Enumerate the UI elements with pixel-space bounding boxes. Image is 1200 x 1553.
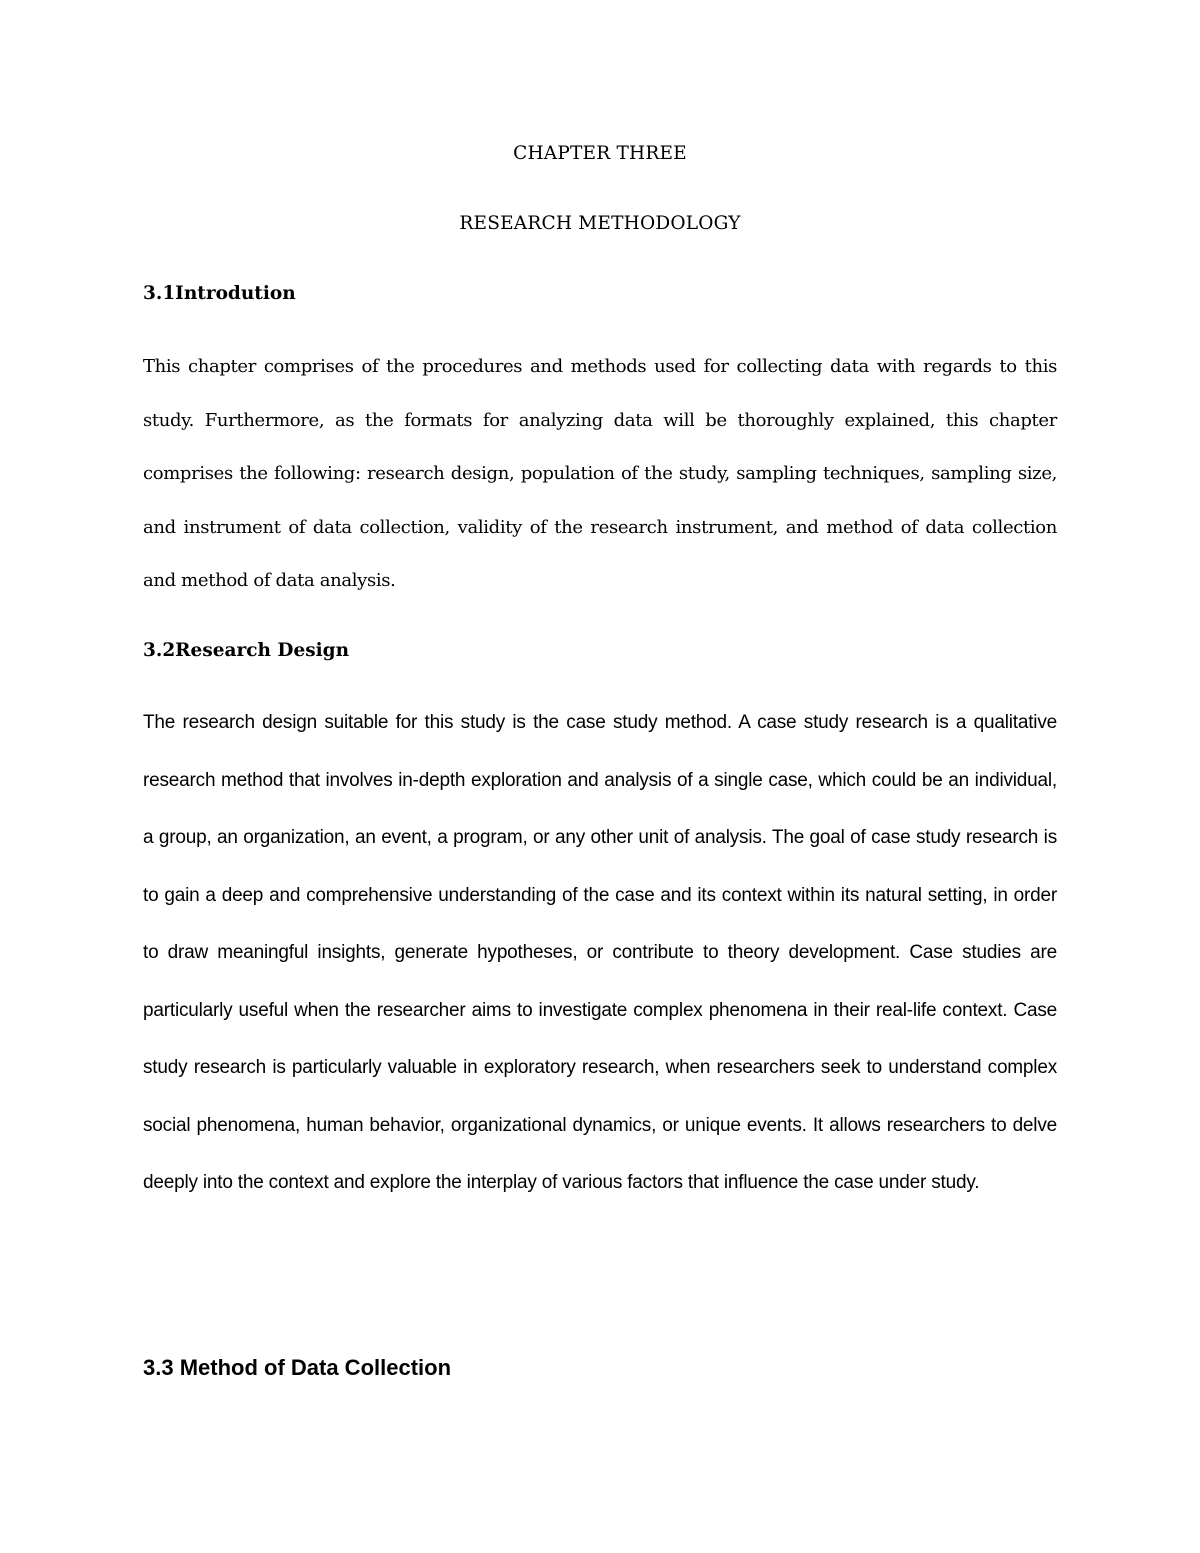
section-heading-research-design: 3.2Research Design: [143, 640, 350, 661]
section-body-research-design: The research design suitable for this study is the case study method. A case study research is a qualitative research method that involves in-depth exploration and analysis of a single case, which could be an individual, a group, an organization, an event, a program, or any other unit of analysis. The goal of case study research is to gain a deep and comprehensive understanding of the case and its context within its natural setting, in order to draw meaningful insights, generate hypotheses, or contribute to theory development. Case studies are particularly useful when the researcher aims to investigate complex phenomena in their real-life context. Case study research is particularly valuable in exploratory research, when researchers seek to understand complex social phenomena, human behavior, organizational dynamics, or unique events. It allows researchers to delve deeply into the context and explore the interplay of various factors that influence the case under study.: [143, 712, 1057, 1193]
section-heading-data-collection: 3.3 Method of Data Collection: [143, 1355, 452, 1380]
chapter-title: CHAPTER THREE: [513, 143, 687, 164]
section-body-introduction: This chapter comprises of the procedures and methods used for collecting data with regards to this study. Furthermore, as the formats for analyzing data will be thoroughly explained, this chapter comprises the following: research design, population of the study, sampling techniques, sampling size, and instrument of data collection, validity of the research instrument, and method of data collection and method of data analysis.: [143, 356, 1057, 591]
chapter-subtitle: RESEARCH METHODOLOGY: [459, 213, 741, 234]
section-heading-introduction: 3.1Introdution: [143, 283, 296, 304]
